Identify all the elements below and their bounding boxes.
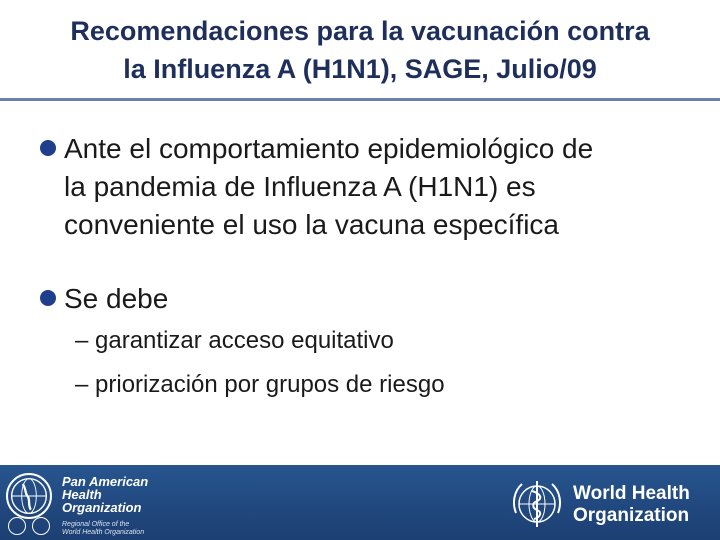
who-small-emblem-icon: [32, 517, 50, 535]
title-line-2: la Influenza A (H1N1), SAGE, Julio/09: [123, 54, 597, 84]
who-name: World Health Organization: [573, 483, 690, 526]
bullet-dot-icon: [40, 290, 56, 306]
sub-item-1: – garantizar acceso equitativo: [75, 327, 394, 354]
who-emblem-icon: [508, 475, 566, 533]
paho-emblem-icon: [8, 517, 26, 535]
bullet-text-2: Se debe: [64, 283, 169, 314]
paho-globe-icon: [6, 473, 52, 519]
footer-bar: [0, 465, 720, 540]
paho-subtitle: Regional Office of the World Health Organization: [62, 521, 145, 536]
title-divider: [0, 98, 720, 101]
bullet-1-line-1: Ante el comportamiento epidemiológico de: [64, 133, 594, 164]
sub-item-2: – priorización por grupos de riesgo: [75, 371, 445, 398]
bullet-text-1: [64, 130, 704, 244]
slide-title: [0, 12, 720, 88]
bullet-1-line-3: conveniente el uso la vacuna específica: [64, 209, 559, 240]
paho-name: Pan American Health Organization: [62, 474, 149, 515]
bullet-1-line-2: la pandemia de Influenza A (H1N1) es: [64, 171, 536, 202]
title-line-1: Recomendaciones para la vacunación contra: [70, 16, 650, 46]
bullet-dot-icon: [40, 140, 56, 156]
